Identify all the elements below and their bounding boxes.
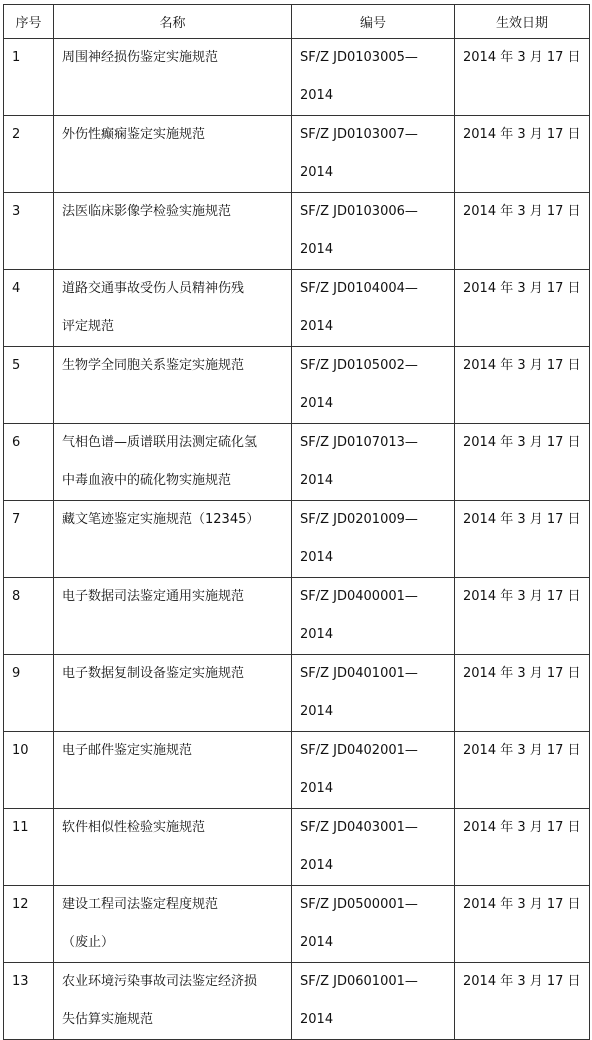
cell-date: 2014 年 3 月 17 日 <box>455 347 590 424</box>
cell-no: 4 <box>4 270 54 347</box>
cell-code: SF/Z JD0400001—2014 <box>292 578 455 655</box>
table-row <box>4 39 590 116</box>
cell-code: SF/Z JD0201009—2014 <box>292 501 455 578</box>
cell-name: 电子邮件鉴定实施规范 <box>54 732 292 809</box>
cell-code: SF/Z JD0601001—2014 <box>292 963 455 1040</box>
table-row <box>4 347 590 424</box>
cell-no: 10 <box>4 732 54 809</box>
table-row <box>4 501 590 578</box>
cell-date: 2014 年 3 月 17 日 <box>455 193 590 270</box>
cell-code: SF/Z JD0107013—2014 <box>292 424 455 501</box>
table-row <box>4 732 590 809</box>
cell-date: 2014 年 3 月 17 日 <box>455 270 590 347</box>
cell-name: 软件相似性检验实施规范 <box>54 809 292 886</box>
table-row <box>4 116 590 193</box>
cell-date: 2014 年 3 月 17 日 <box>455 655 590 732</box>
cell-name: 外伤性癫痫鉴定实施规范 <box>54 116 292 193</box>
table-row <box>4 193 590 270</box>
table-row <box>4 809 590 886</box>
cell-no: 5 <box>4 347 54 424</box>
cell-no: 1 <box>4 39 54 116</box>
table-row <box>4 578 590 655</box>
standards-table <box>3 4 590 1040</box>
header-date: 生效日期 <box>455 5 590 39</box>
cell-no: 7 <box>4 501 54 578</box>
cell-name: 电子数据复制设备鉴定实施规范 <box>54 655 292 732</box>
cell-name: 道路交通事故受伤人员精神伤残 评定规范 <box>54 270 292 347</box>
cell-date: 2014 年 3 月 17 日 <box>455 886 590 963</box>
header-name: 名称 <box>54 5 292 39</box>
table-row <box>4 886 590 963</box>
table-row <box>4 963 590 1040</box>
cell-date: 2014 年 3 月 17 日 <box>455 116 590 193</box>
cell-code: SF/Z JD0401001—2014 <box>292 655 455 732</box>
cell-date: 2014 年 3 月 17 日 <box>455 578 590 655</box>
cell-no: 3 <box>4 193 54 270</box>
cell-no: 2 <box>4 116 54 193</box>
table-row <box>4 655 590 732</box>
table-body <box>4 39 590 1040</box>
cell-date: 2014 年 3 月 17 日 <box>455 732 590 809</box>
cell-name: 气相色谱—质谱联用法测定硫化氢 中毒血液中的硫化物实施规范 <box>54 424 292 501</box>
cell-code: SF/Z JD0402001—2014 <box>292 732 455 809</box>
table-row <box>4 270 590 347</box>
cell-code: SF/Z JD0103007—2014 <box>292 116 455 193</box>
cell-name: 生物学全同胞关系鉴定实施规范 <box>54 347 292 424</box>
cell-code: SF/Z JD0105002—2014 <box>292 347 455 424</box>
cell-name: 藏文笔迹鉴定实施规范（12345） <box>54 501 292 578</box>
cell-name: 法医临床影像学检验实施规范 <box>54 193 292 270</box>
header-row <box>4 5 590 39</box>
cell-date: 2014 年 3 月 17 日 <box>455 39 590 116</box>
cell-date: 2014 年 3 月 17 日 <box>455 809 590 886</box>
cell-code: SF/Z JD0103005—2014 <box>292 39 455 116</box>
cell-code: SF/Z JD0403001—2014 <box>292 809 455 886</box>
cell-no: 13 <box>4 963 54 1040</box>
table-row <box>4 424 590 501</box>
cell-date: 2014 年 3 月 17 日 <box>455 501 590 578</box>
cell-date: 2014 年 3 月 17 日 <box>455 963 590 1040</box>
cell-date: 2014 年 3 月 17 日 <box>455 424 590 501</box>
cell-no: 9 <box>4 655 54 732</box>
cell-no: 11 <box>4 809 54 886</box>
cell-code: SF/Z JD0104004—2014 <box>292 270 455 347</box>
cell-name: 农业环境污染事故司法鉴定经济损 失估算实施规范 <box>54 963 292 1040</box>
cell-no: 6 <box>4 424 54 501</box>
header-no: 序号 <box>4 5 54 39</box>
cell-name: 周围神经损伤鉴定实施规范 <box>54 39 292 116</box>
cell-no: 8 <box>4 578 54 655</box>
cell-code: SF/Z JD0500001—2014 <box>292 886 455 963</box>
header-code: 编号 <box>292 5 455 39</box>
cell-code: SF/Z JD0103006—2014 <box>292 193 455 270</box>
cell-name: 电子数据司法鉴定通用实施规范 <box>54 578 292 655</box>
cell-name: 建设工程司法鉴定程度规范 （废止） <box>54 886 292 963</box>
cell-no: 12 <box>4 886 54 963</box>
